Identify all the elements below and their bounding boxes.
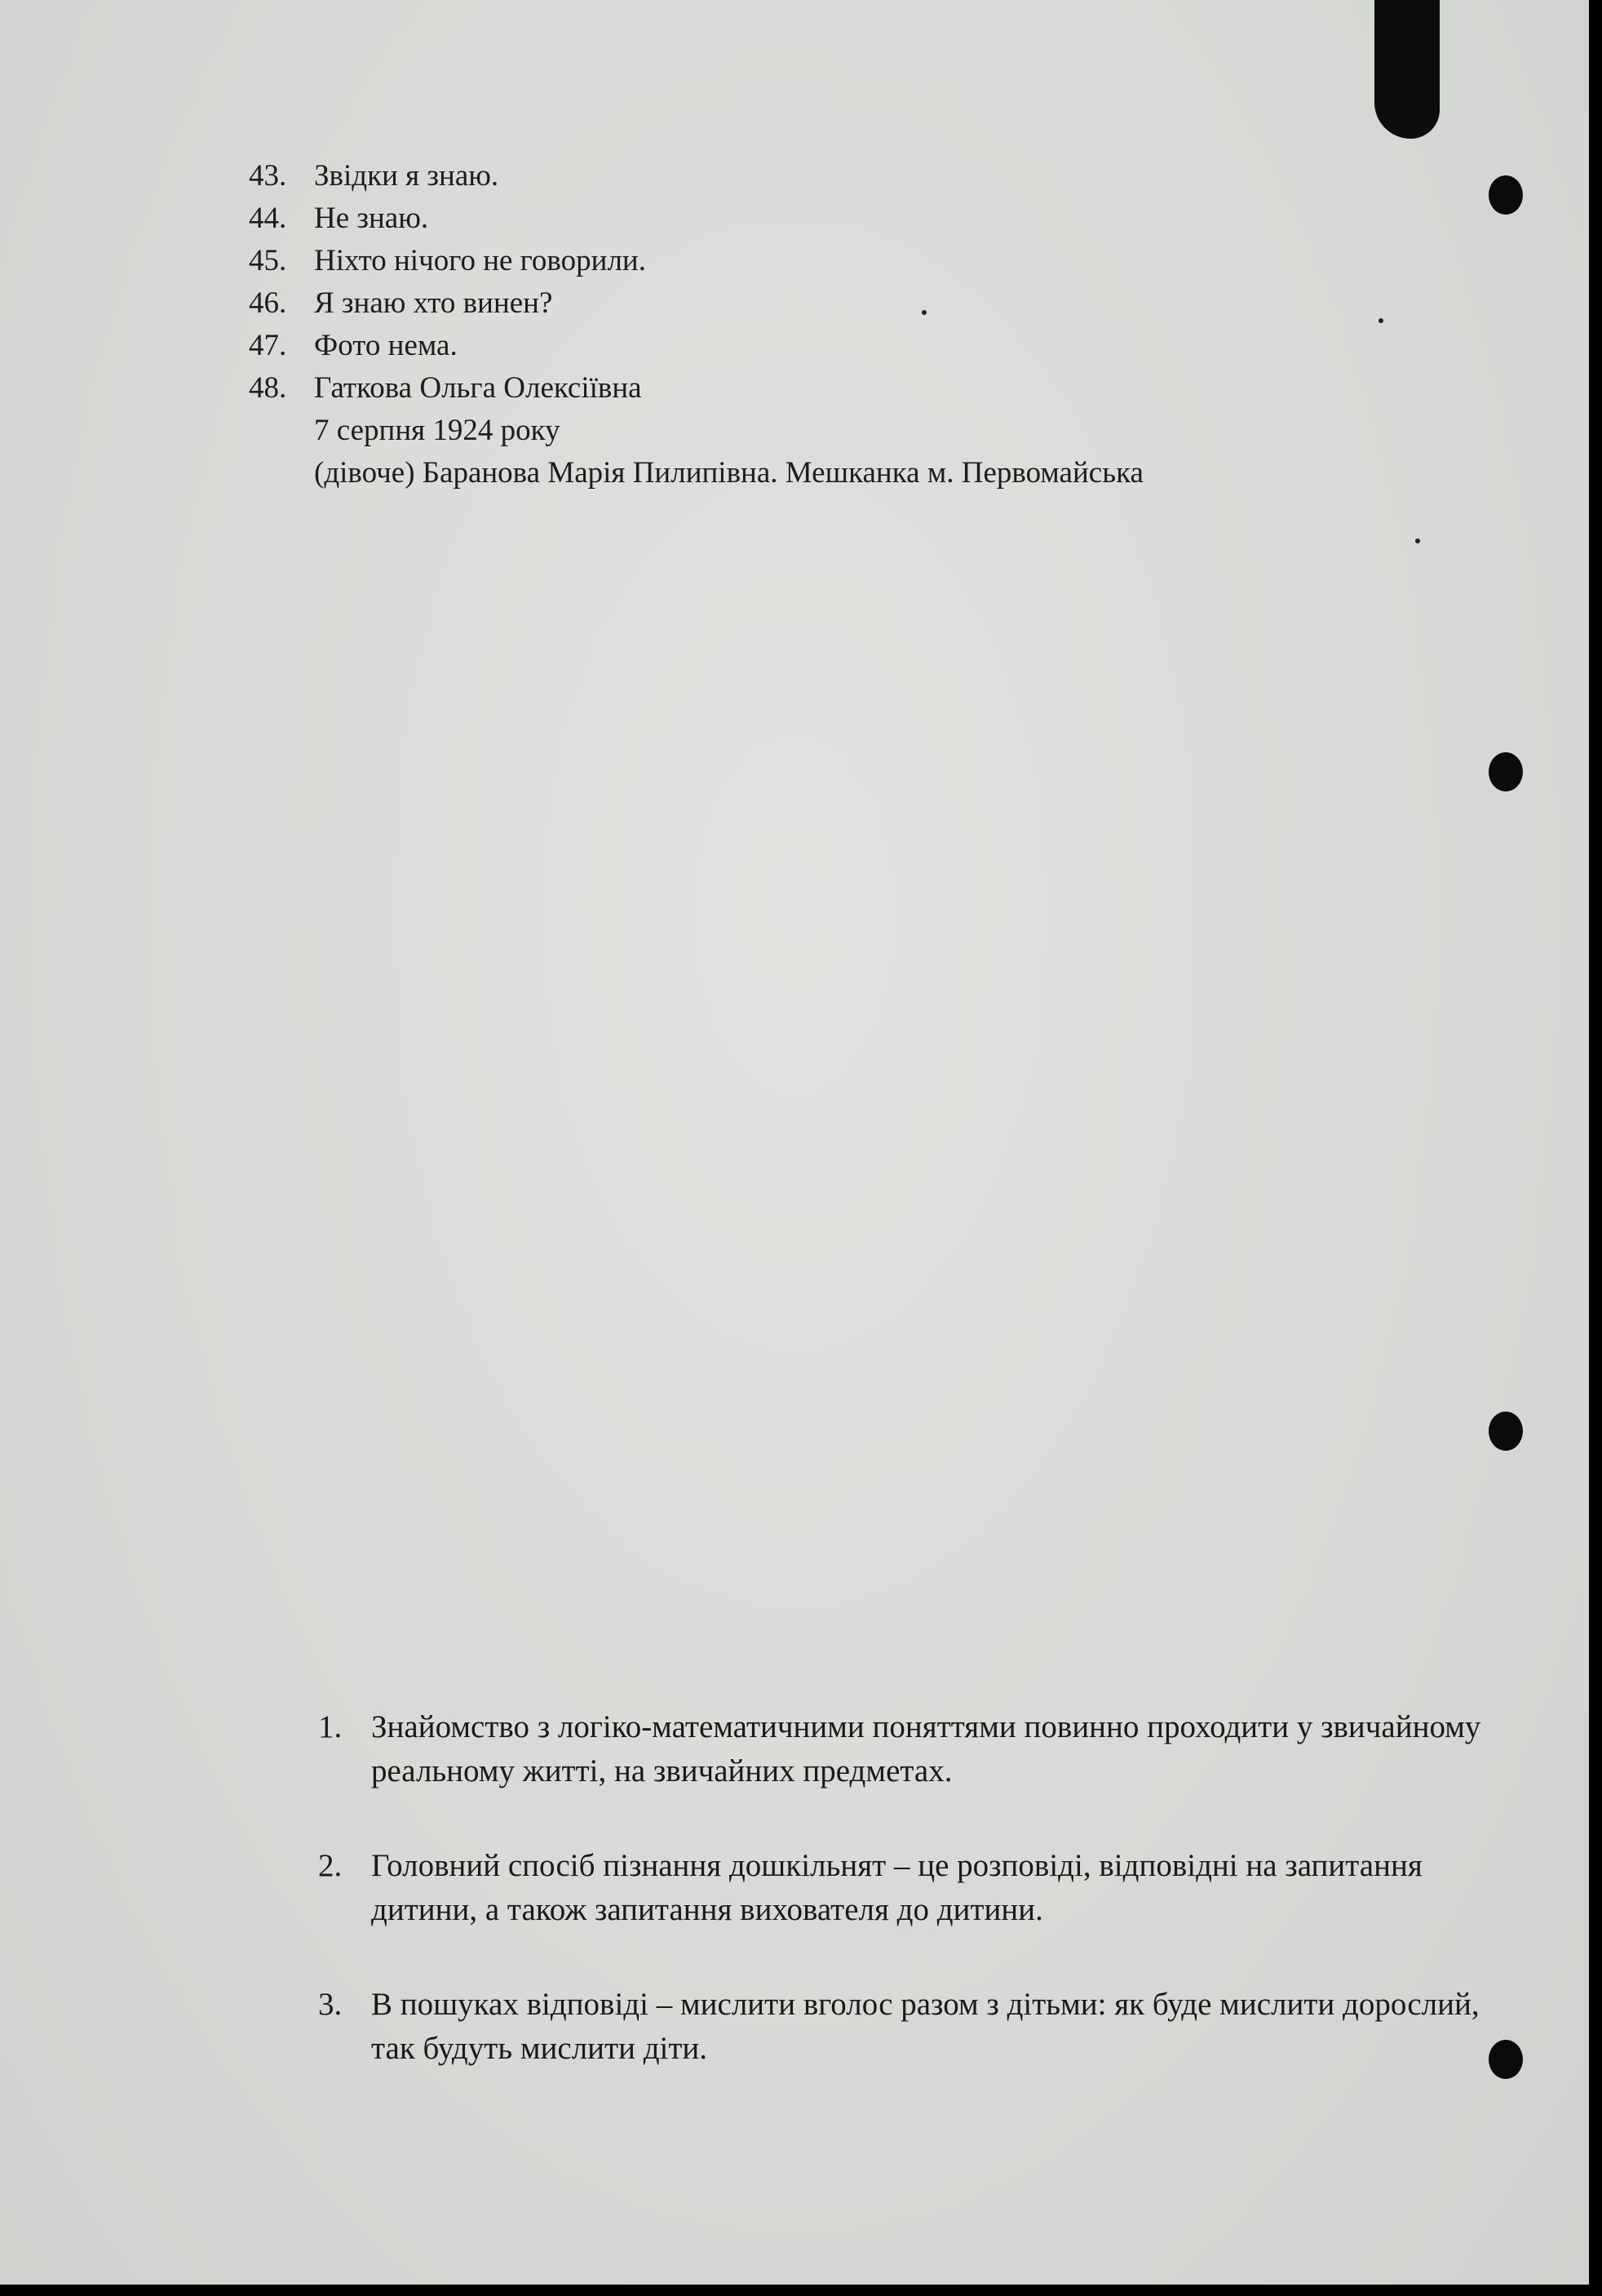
item-text: Я знаю хто винен? [314,286,553,320]
list-item [249,240,1144,282]
list-item [318,1844,1485,1932]
answers-list [249,155,1144,494]
punch-hole [1489,1412,1523,1451]
list-item [318,1983,1485,2071]
item-number: 46. [249,286,287,320]
dust-speck [1415,539,1420,543]
item-number: 48. [249,371,287,405]
item-text: Гаткова Ольга Олексіївна [314,371,642,405]
list-item [249,155,1144,197]
item-number: 47. [249,329,287,362]
item-number: 1. [318,1709,343,1744]
item-text: Ніхто нічого не говорили. [314,244,646,277]
punch-hole [1489,175,1523,215]
item-text: Фото нема. [314,329,458,362]
list-item [249,325,1144,367]
item-text: В пошуках відповіді – мислити вголос разом з дітьми: як буде мислити дорослий, так будуть мислити діти. [371,1987,1480,2066]
item-number: 43. [249,159,287,193]
item-text: Звідки я знаю. [314,159,499,193]
item-text: Знайомство з логіко-математичними поняттями повинно проходити у звичайному реальному житті, на звичайних предметах. [371,1709,1481,1788]
punch-hole [1489,752,1523,791]
item-text: Головний спосіб пізнання дошкільнят – це розповіді, відповідні на запитання дитини, а також запитання вихователя до дитини. [371,1848,1423,1927]
item-number: 44. [249,202,287,235]
torn-corner [1374,0,1440,139]
maiden-name-line: (дівоче) Баранова Марія Пилипівна. Мешканка м. Первомайська [314,456,1144,490]
item-number: 2. [318,1848,343,1883]
list-item [249,197,1144,240]
dust-speck [1379,318,1383,323]
list-item [249,282,1144,325]
list-item [249,367,1144,410]
item-number: 45. [249,244,287,277]
punch-hole [1489,2040,1523,2079]
birth-date-line: 7 серпня 1924 року [314,414,560,447]
item-number: 3. [318,1987,343,2022]
list-item [318,1705,1485,1793]
principles-list [318,1705,1485,2121]
item-text: Не знаю. [314,202,429,235]
